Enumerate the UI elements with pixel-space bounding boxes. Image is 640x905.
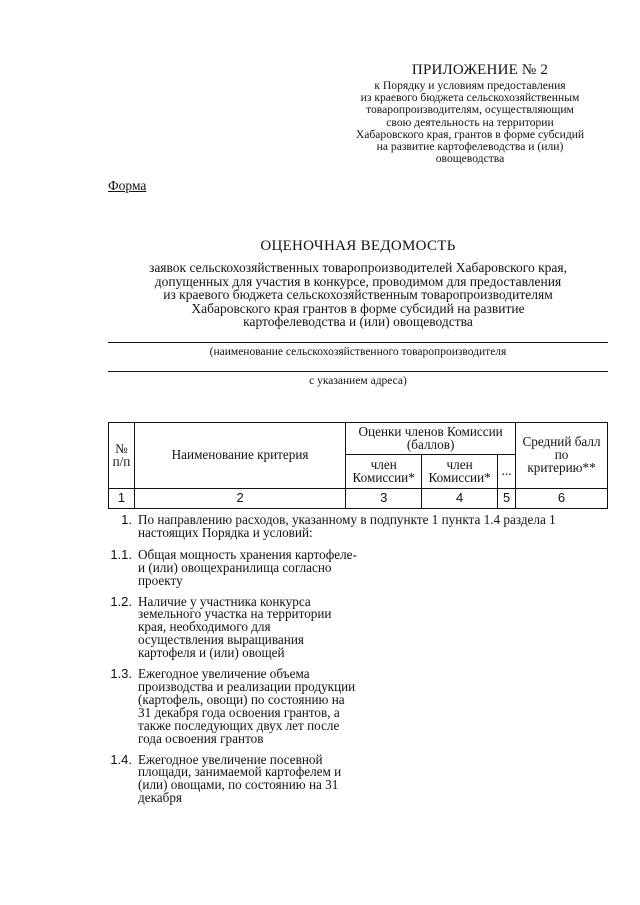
appendix-line: к Порядку и условиям предоставления (374, 79, 566, 92)
column-number: 2 (134, 489, 345, 509)
column-number: 3 (346, 489, 422, 509)
appendix-line: Хабаровского края, грантов в форме субсидий (355, 127, 585, 141)
form-label: Форма (108, 178, 147, 193)
header-member-2: член Комиссии* (422, 455, 498, 489)
criteria-text: Ежегодное увеличение посевной площади, занимаемой картофелем и (или) овощами, по состоянию на 31 декабря (138, 751, 342, 806)
subtitle-line: допущенных для участия в конкурсе, проводимом для предоставления (154, 273, 562, 289)
subtitle-line: заявок сельскохозяйственных товаропроизводителей Хабаровского края, (148, 260, 568, 275)
appendix-line: из краевого бюджета сельскохозяйственным (360, 91, 580, 105)
applicant-name-line (108, 342, 608, 343)
criteria-number: 1.2. (110, 593, 132, 609)
criteria-item (108, 593, 608, 661)
column-number: 1 (109, 489, 135, 509)
appendix-reference (330, 80, 610, 165)
applicant-name-caption: (наименование сельскохозяйственного товаропроизводителя (209, 346, 507, 358)
appendix-line: на развитие картофелеводства и (или) (376, 140, 564, 154)
header-number: № п/п (109, 423, 135, 489)
header-more-members: ... (498, 455, 516, 489)
subtitle-line: Хабаровского края грантов в форме субсидий на развитие (191, 300, 525, 316)
header-average: Средний балл по критерию** (516, 423, 608, 489)
document-subtitle (108, 261, 608, 329)
column-number: 4 (422, 489, 498, 509)
criteria-number: 1.3. (110, 666, 132, 682)
appendix-line: товаропроизводителям, осуществляющим (366, 103, 574, 117)
criteria-list (108, 514, 608, 813)
criteria-number: 1.1. (110, 546, 132, 562)
criteria-number: 1. (121, 512, 132, 527)
header-member-1: член Комиссии* (346, 455, 422, 489)
applicant-address-caption: с указанием адреса) (309, 375, 407, 387)
criteria-item (108, 751, 608, 806)
criteria-item (108, 668, 608, 745)
criteria-item (108, 514, 608, 540)
criteria-text: Ежегодное увеличение объема производства и реализации продукции (картофель, овощи) по состоянию на 31 декабря года освоения грантов, а также последующих двух лет после года освоения грантов (138, 666, 356, 746)
appendix-line: свою деятельность на территории (386, 115, 554, 129)
criteria-number: 1.4. (110, 751, 132, 767)
evaluation-table (108, 422, 608, 509)
appendix-title: ПРИЛОЖЕНИЕ № 2 (411, 62, 549, 78)
applicant-address-line (108, 371, 608, 372)
column-number: 6 (516, 489, 608, 509)
header-criterion: Наименование критерия (134, 423, 345, 489)
criteria-text: Наличие у участника конкурса земельного участка на территории края, необходимого для осуществления выращивания картофеля и (или) овощей (138, 593, 332, 661)
criteria-text: По направлению расходов, указанному в подпункте 1 пункта 1.4 раздела 1 настоящих Порядка и условий: (138, 512, 556, 540)
subtitle-line: картофелеводства и (или) овощеводства (243, 314, 473, 330)
criteria-item (108, 546, 608, 588)
subtitle-line: из краевого бюджета сельскохозяйственным товаропроизводителям (163, 287, 553, 303)
document-title: ОЦЕНОЧНАЯ ВЕДОМОСТЬ (260, 238, 456, 254)
header-scores-group: Оценки членов Комиссии (баллов) (346, 423, 516, 455)
column-number: 5 (498, 489, 516, 509)
appendix-line: овощеводства (435, 152, 505, 166)
criteria-text: Общая мощность хранения картофеле- и (или) овощехранилища согласно проекту (138, 546, 357, 588)
